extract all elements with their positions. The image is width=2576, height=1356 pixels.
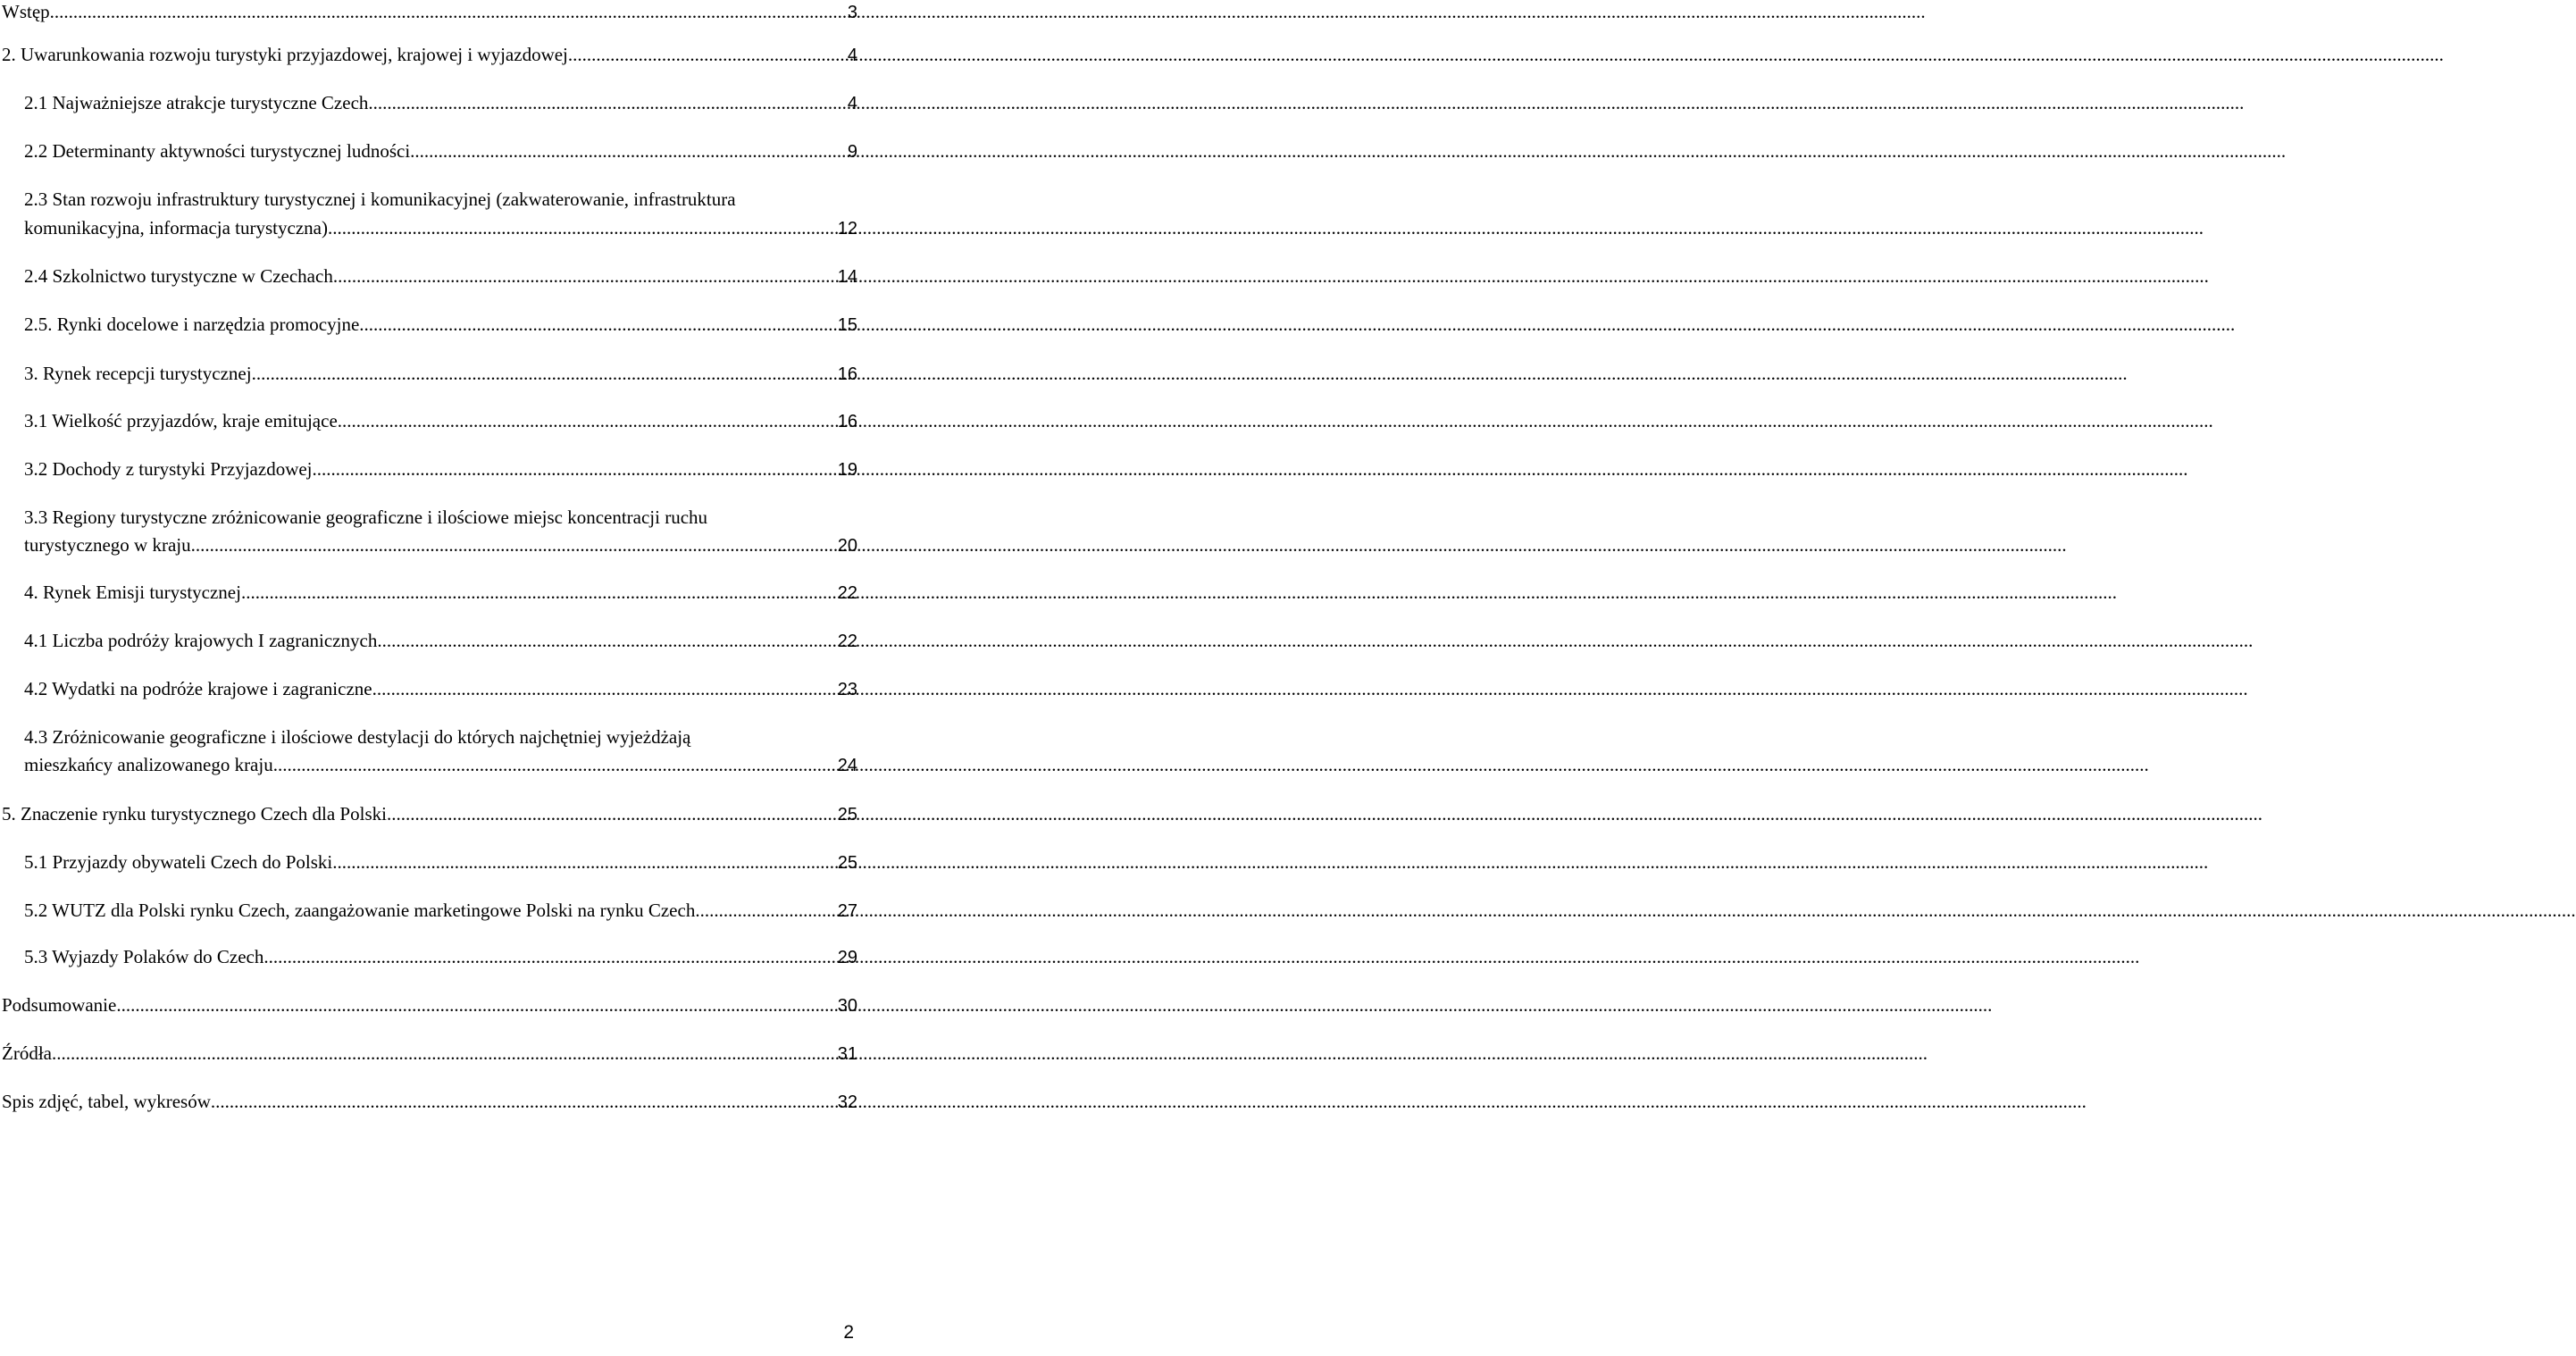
toc-entry-title: 2.2 Determinanty aktywności turystycznej ludności [24, 140, 411, 162]
toc-entry-title-line1: 3.3 Regiony turystyczne zróżnicowanie geograficzne i ilościowe miejsc koncentracji ruchu [24, 506, 708, 528]
toc-leader-dots [377, 629, 836, 653]
toc-entry[interactable] [24, 506, 857, 558]
toc-entry[interactable] [24, 409, 857, 434]
page-number: 2 [843, 1322, 854, 1343]
toc-entry-page: 9 [847, 142, 857, 162]
toc-entry-title: mieszkańcy analizowanego kraju [24, 754, 273, 775]
toc-leader-dots [328, 216, 837, 240]
toc-entry-title: 4.1 Liczba podróży krajowych I zagranicznych [24, 630, 378, 651]
toc-entry-page: 4 [847, 46, 857, 65]
toc-leader-dots [387, 802, 837, 826]
toc-entry-title: 4. Rynek Emisji turystycznej [24, 582, 241, 603]
toc-entry[interactable] [24, 362, 857, 387]
toc-entry-title: turystycznego w kraju [24, 534, 191, 556]
toc-entry-title-line1: 4.3 Zróżnicowanie geograficzne i ilościowe destylacji do których najchętniej wyjeżdżają [24, 726, 691, 748]
toc-entry-title: 3.2 Dochody z turystyki Przyjazdowej [24, 458, 313, 480]
toc-entry[interactable] [2, 993, 857, 1018]
toc-leader-dots [191, 533, 837, 557]
toc-entry-page: 22 [837, 583, 857, 603]
toc-entry[interactable] [24, 457, 857, 482]
toc-leader-dots [568, 43, 847, 67]
toc-entry-title: 4.2 Wydatki na podróże krajowe i zagraniczne [24, 678, 372, 699]
toc-entry-title: komunikacyjna, informacja turystyczna) [24, 217, 328, 239]
toc-entry-title: 2. Uwarunkowania rozwoju turystyki przyjazdowej, krajowej i wyjazdowej [2, 44, 568, 65]
toc-leader-dots [116, 993, 836, 1017]
toc-entry[interactable] [24, 264, 857, 289]
toc-entry-page: 4 [847, 94, 857, 113]
toc-entry[interactable] [24, 629, 857, 654]
toc-entry-title: Źródła [2, 1042, 52, 1064]
toc-entry[interactable] [2, 1090, 857, 1115]
toc-entry-title: 3. Rynek recepcji turystycznej [24, 363, 252, 384]
toc-entry-title: Wstęp [2, 1, 50, 22]
toc-entry-page: 3 [847, 3, 857, 22]
toc-entry-title: Podsumowanie [2, 994, 117, 1016]
toc-entry[interactable] [24, 945, 857, 970]
toc-entry-page: 23 [837, 680, 857, 699]
toc-entry-page: 19 [837, 460, 857, 480]
toc-entry-page: 27 [837, 901, 857, 921]
toc-leader-dots [338, 409, 837, 433]
toc-entry-page: 22 [837, 632, 857, 651]
toc-leader-dots [273, 753, 837, 777]
toc-entry[interactable] [24, 139, 857, 164]
toc-entry-title: 5.3 Wyjazdy Polaków do Czech [24, 946, 264, 967]
toc-leader-dots [410, 139, 847, 163]
toc-leader-dots [52, 1042, 837, 1066]
toc-leader-dots [50, 0, 847, 24]
toc-leader-dots [252, 362, 837, 386]
toc-leader-dots [241, 581, 837, 605]
toc-leader-dots [313, 457, 837, 481]
toc-entry[interactable] [24, 91, 857, 116]
toc-leader-dots [333, 264, 837, 289]
toc-entry[interactable] [24, 188, 857, 241]
toc-entry[interactable] [24, 677, 857, 702]
toc-leader-dots [263, 945, 836, 969]
toc-entry[interactable] [2, 802, 857, 827]
toc-entry-page: 14 [837, 267, 857, 287]
toc-leader-dots [700, 899, 837, 923]
toc-leader-dots [211, 1090, 837, 1114]
toc-entry-title: 5.1 Przyjazdy obywateli Czech do Polski [24, 851, 333, 873]
toc-entry-title: 2.5. Rynki docelowe i narzędzia promocyjne [24, 314, 360, 335]
toc-entry-title: Spis zdjęć, tabel, wykresów [2, 1091, 211, 1112]
toc-leader-dots [359, 313, 836, 337]
toc-leader-dots [368, 91, 846, 115]
toc-entry-page: 24 [837, 756, 857, 775]
toc-entry-page: 29 [837, 948, 857, 967]
toc-leader-dots [372, 677, 837, 701]
toc-entry-page: 32 [837, 1092, 857, 1112]
toc-entry[interactable] [2, 0, 857, 25]
toc-entry-page: 16 [837, 364, 857, 384]
toc-entry-title: 5.2 WUTZ dla Polski rynku Czech, zaangażowanie marketingowe Polski na rynku Czech. [24, 900, 700, 921]
toc-entry[interactable] [24, 581, 857, 606]
toc-entry-title-line1: 2.3 Stan rozwoju infrastruktury turystycznej i komunikacyjnej (zakwaterowanie, infrastruktura [24, 188, 736, 210]
toc-entry[interactable] [2, 1042, 857, 1067]
toc-entry[interactable] [24, 899, 857, 924]
toc-entry-page: 15 [837, 315, 857, 335]
toc-entry-title: 2.1 Najważniejsze atrakcje turystyczne Czech [24, 92, 369, 113]
toc-entry-page: 25 [837, 853, 857, 873]
toc-entry-title: 5. Znaczenie rynku turystycznego Czech dla Polski [2, 803, 387, 824]
toc-entry-page: 16 [837, 412, 857, 431]
toc-entry[interactable] [24, 725, 857, 778]
toc-entry[interactable] [24, 850, 857, 875]
toc-entry-title: 2.4 Szkolnictwo turystyczne w Czechach [24, 265, 333, 287]
toc-entry-title: 3.1 Wielkość przyjazdów, kraje emitujące [24, 410, 338, 431]
toc-entry-page: 31 [837, 1044, 857, 1064]
toc-entry-page: 25 [837, 805, 857, 824]
toc-entry[interactable] [2, 43, 857, 68]
toc-entry[interactable] [24, 313, 857, 338]
toc-leader-dots [332, 850, 836, 875]
toc-entry-page: 20 [837, 536, 857, 556]
toc-entry-page: 30 [837, 996, 857, 1016]
toc-entry-page: 12 [837, 219, 857, 239]
